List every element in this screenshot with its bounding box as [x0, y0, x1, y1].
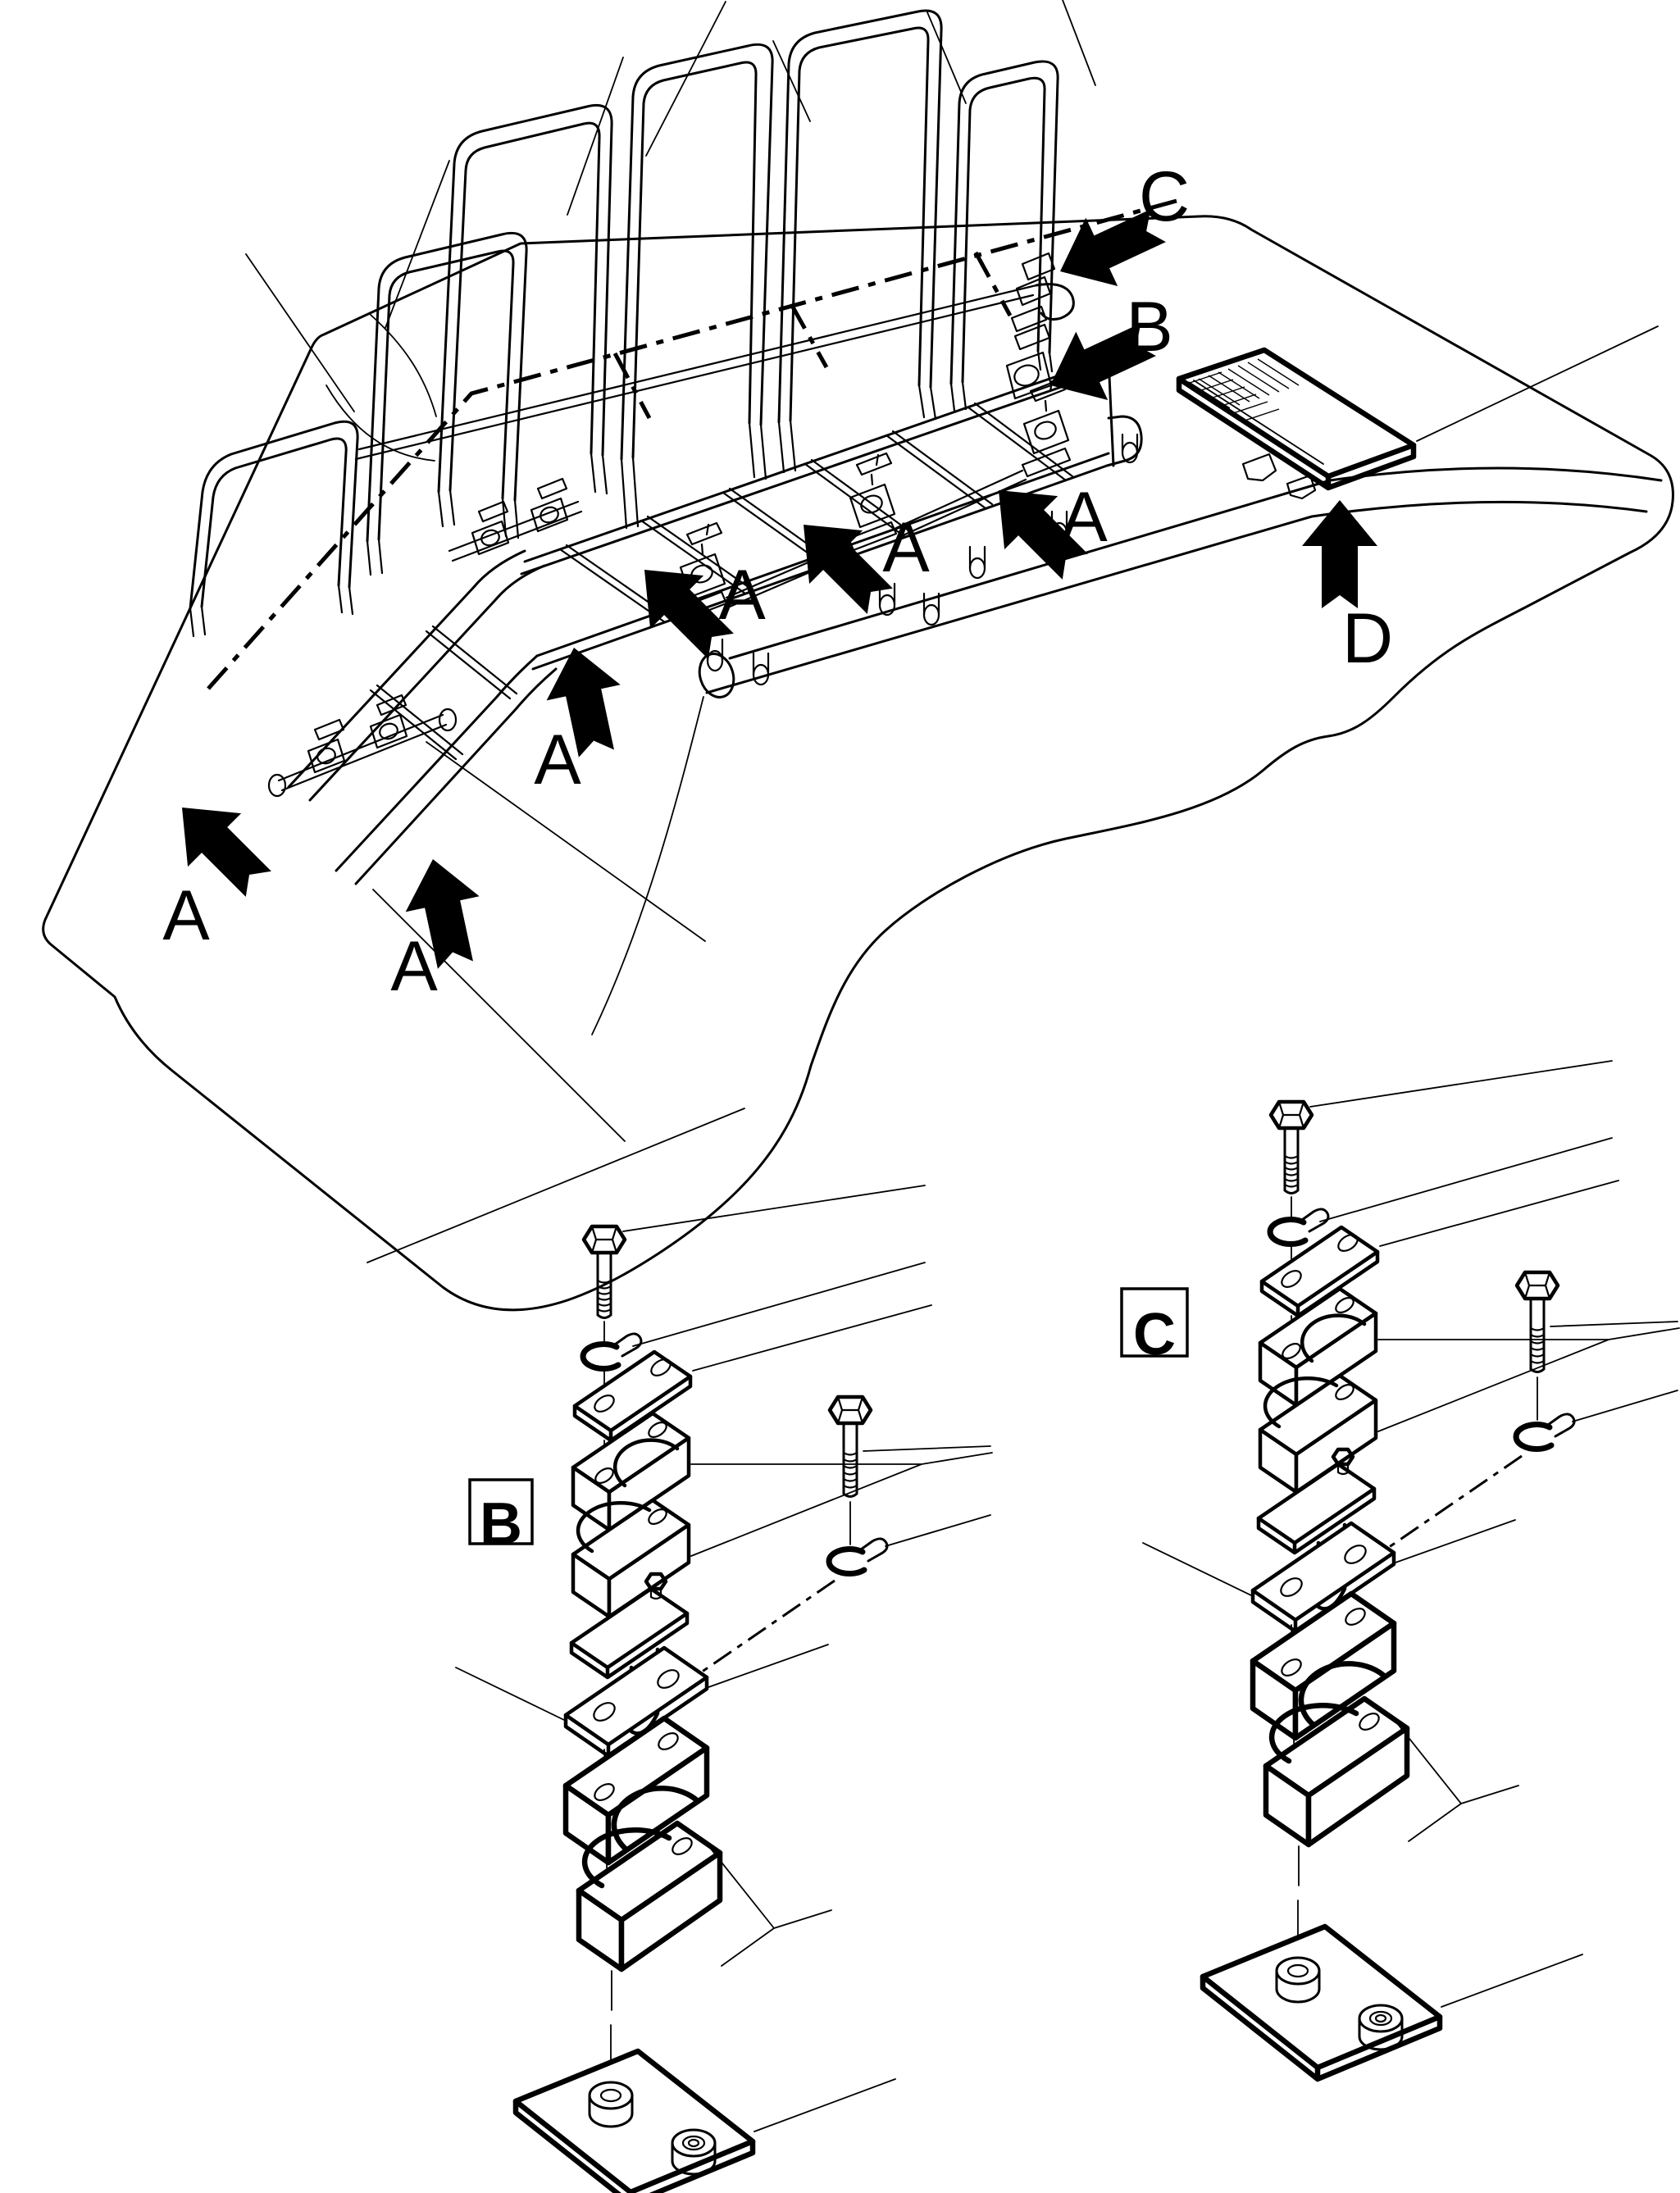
ladder — [269, 479, 581, 884]
callout-label-A3: A — [534, 721, 581, 799]
ladder-stringer-right — [336, 656, 556, 884]
leader-lines — [246, 0, 1658, 1263]
callout-label-A2: A — [390, 927, 438, 1006]
callout-label-A4: A — [718, 556, 766, 635]
callout-label-A5: A — [882, 508, 930, 587]
detail-view-b — [456, 1185, 992, 2193]
guardrail-panel-front — [190, 421, 357, 636]
handrail-end-hook — [1036, 284, 1073, 320]
detail-view-c — [1122, 1061, 1679, 2079]
ladder-rungs — [371, 626, 517, 759]
callout-label-A6: A — [1060, 478, 1108, 557]
callout-label-B: B — [1126, 288, 1173, 366]
guardrail-panel — [779, 11, 941, 472]
step-grate-plate — [1179, 350, 1414, 498]
detail-label-c: C — [1133, 1302, 1176, 1368]
plateau-edges — [326, 315, 436, 461]
guardrails — [190, 11, 1073, 636]
detail-label-b: B — [480, 1491, 522, 1558]
callout-label-A1: A — [162, 876, 210, 955]
callout-label-C: C — [1138, 157, 1191, 236]
rail-clamp-b-target — [1007, 307, 1051, 398]
guardrail-panel — [951, 61, 1058, 411]
guardrail-panel — [439, 105, 612, 526]
machine-body — [43, 216, 1673, 1310]
callouts — [155, 157, 1393, 1006]
ladder-clamp-bar-bottom — [269, 695, 456, 796]
guardrail-panel — [621, 44, 772, 528]
callout-label-D: D — [1341, 599, 1394, 678]
slope-boundary — [592, 697, 703, 1035]
